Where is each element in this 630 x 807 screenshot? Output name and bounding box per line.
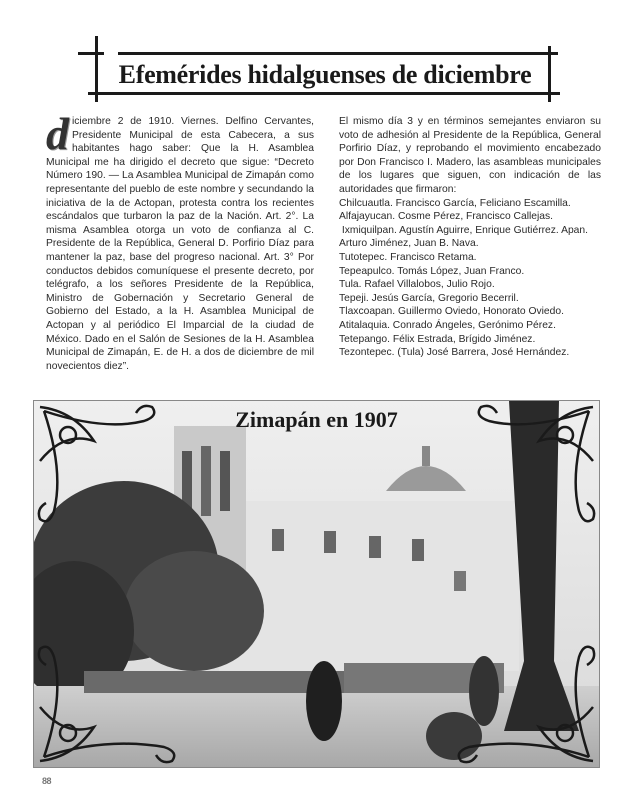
title-frame-bottom-rule xyxy=(88,92,560,95)
signatory-line: Chilcuautla. Francisco García, Feliciano Escamilla. xyxy=(339,197,571,209)
signatory-line: Tezontepec. (Tula) José Barrera, José Hernández. xyxy=(339,347,570,359)
title-frame xyxy=(0,0,630,110)
signatory-line: Tutotepec. Francisco Retama. xyxy=(339,251,477,263)
signatory-line: Tepeapulco. Tomás López, Juan Franco. xyxy=(339,265,525,277)
signatory-line: Ixmiquilpan. Agustín Aguirre, Enrique Gutiérrez. Apan. Arturo Jiménez, Juan B. Nava. xyxy=(339,224,591,250)
page-number: 88 xyxy=(42,776,52,786)
title-frame-left-rule xyxy=(95,36,98,102)
photo-illustration xyxy=(34,401,599,767)
signatory-line: Alfajayucan. Cosme Pérez, Francisco Callejas. xyxy=(339,211,554,223)
signatory-line: Tetepango. Félix Estrada, Brígido Jiménez. xyxy=(339,333,536,345)
photo-caption: Zimapán en 1907 xyxy=(235,407,398,432)
right-column-intro: El mismo día 3 y en términos semejantes enviaron su voto de adhesión al Presidente de la República, General Porfirio Díaz, y reprobando el movimiento encabezado por Don Francisco I. Madero, las asambleas municipales de los lugares que siguen, con indicación de las autoridades que firmaron: xyxy=(339,116,601,195)
left-column-text: iciembre 2 de 1910. Viernes. Delfino Cervantes, Presidente Municipal de esta Cabecera, a sus habitantes hago saber: Que la H. Asamblea Municipal me ha dirigido el decreto que sigue: “Decreto Número 190. — La Asamblea Municipal de Zimapán como representante del pueblo de este nombre y secundando la iniciativa de la de Actopan, protesta contra los recientes escándalos que turbaron la paz de la Nación. Art. 2°. La misma Asamblea otorga un voto de confianza al C. Presidente de la República, General D. Porfirio Díaz para mantener la paz, base del progreso nacional. Art. 3° Por conductos debidos comuníquese el presente decreto, por telégrafo, a los señores Presidente de la República, Ministro de Gobernación y Secretario General de Gobierno del Estado, a la H. Asamblea Municipal de Actopan y al periódico El Imparcial de la ciudad de México. Dado en el Salón de Sesiones de la H. Asamblea Municipal de Zimapán, E. de H. a dos de diciembre de mil novecientos diez”. xyxy=(46,116,314,372)
page-title: Efemérides hidalguenses de diciembre xyxy=(118,60,532,89)
title-frame-right-rule xyxy=(548,46,551,102)
left-column-paragraph xyxy=(46,108,314,373)
drop-cap: d xyxy=(46,108,69,159)
title-frame-top-left-rule xyxy=(78,52,104,55)
historic-photo xyxy=(33,400,600,768)
right-column xyxy=(339,115,601,360)
left-column xyxy=(46,108,314,373)
title-frame-top-rule xyxy=(118,52,558,55)
signatory-line: Tlaxcoapan. Guillermo Oviedo, Honorato Oviedo. xyxy=(339,306,564,318)
signatory-line: Tula. Rafael Villalobos, Julio Rojo. xyxy=(339,279,495,291)
signatory-line: Atitalaquia. Conrado Ángeles, Gerónimo Pérez. xyxy=(339,319,556,331)
signatory-line: Tepeji. Jesús García, Gregorio Becerril. xyxy=(339,292,519,304)
